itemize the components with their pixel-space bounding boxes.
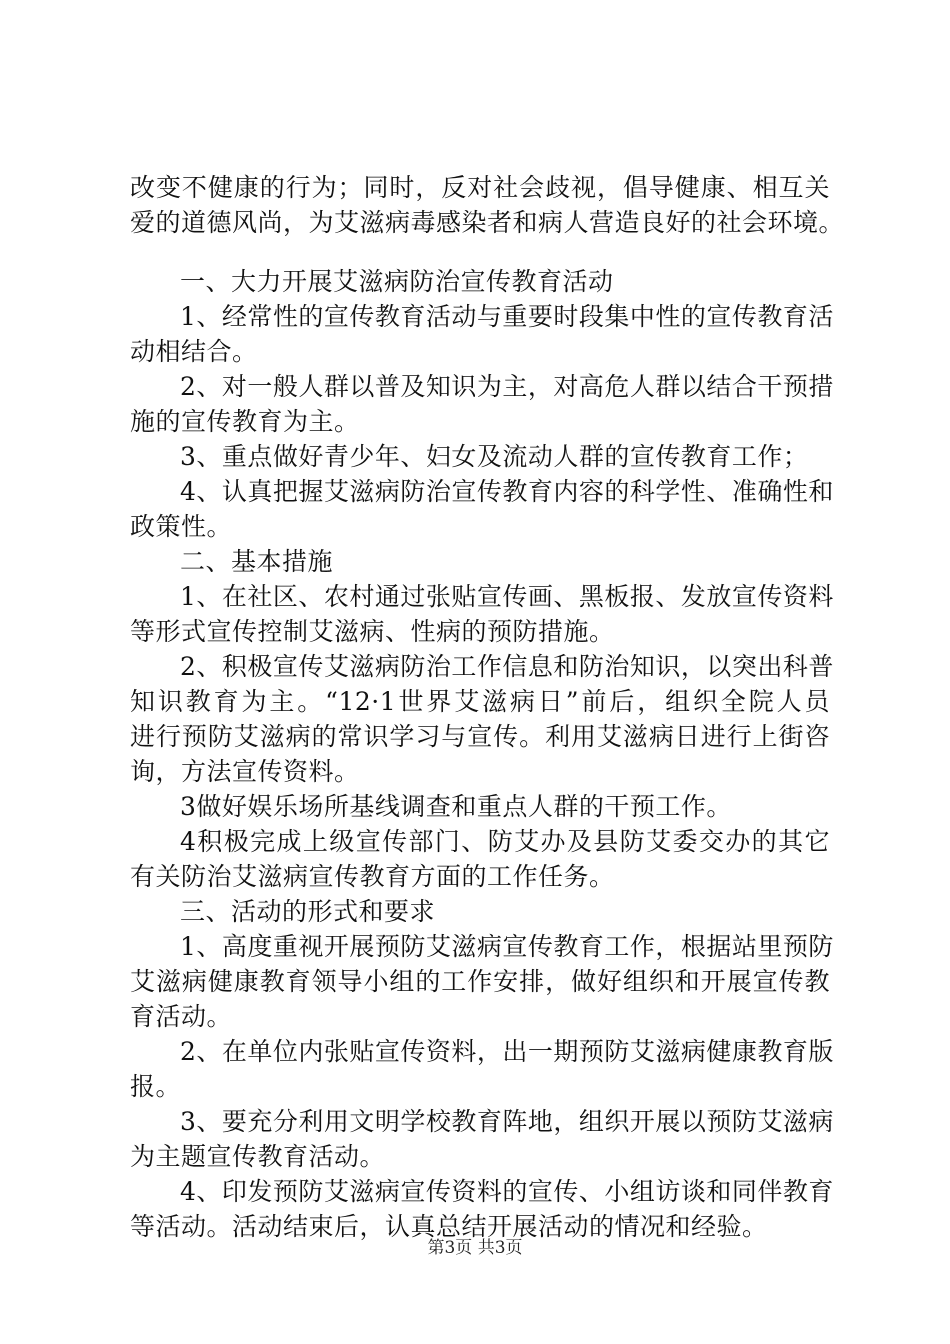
paragraph-line: 艾滋病健康教育领导小组的工作安排，做好组织和开展宣传教 <box>130 967 830 996</box>
paragraph-line: 3、要充分利用文明学校教育阵地，组织开展以预防艾滋病 <box>180 1107 834 1136</box>
paragraph-line: 2、对一般人群以普及知识为主，对高危人群以结合干预措 <box>180 372 834 401</box>
section-heading: 一、大力开展艾滋病防治宣传教育活动 <box>180 267 614 296</box>
paragraph-line: 有关防治艾滋病宣传教育方面的工作任务。 <box>130 862 615 891</box>
paragraph-line: 报。 <box>130 1072 182 1101</box>
paragraph-line: 3、重点做好青少年、妇女及流动人群的宣传教育工作； <box>180 442 809 471</box>
paragraph-line: 为主题宣传教育活动。 <box>130 1142 386 1171</box>
paragraph-line: 等形式宣传控制艾滋病、性病的预防措施。 <box>130 617 615 646</box>
paragraph-line: 进行预防艾滋病的常识学习与宣传。利用艾滋病日进行上街咨 <box>130 722 830 751</box>
page-number-footer: 第3页 共3页 <box>427 1238 523 1258</box>
paragraph-line: 1、经常性的宣传教育活动与重要时段集中性的宣传教育活 <box>180 302 834 331</box>
paragraph-line: 改变不健康的行为；同时，反对社会歧视，倡导健康、相互关 <box>130 173 830 202</box>
paragraph-line: 动相结合。 <box>130 337 258 366</box>
paragraph-gap <box>130 240 830 264</box>
paragraph-line: 1、高度重视开展预防艾滋病宣传教育工作，根据站里预防 <box>180 932 834 961</box>
paragraph-line: 4积极完成上级宣传部门、防艾办及县防艾委交办的其它 <box>180 827 830 856</box>
paragraph-line: 施的宣传教育为主。 <box>130 407 360 436</box>
section-heading: 二、基本措施 <box>180 547 334 576</box>
paragraph-line: 询，方法宣传资料。 <box>130 757 360 786</box>
paragraph-line: 政策性。 <box>130 512 233 541</box>
section-heading: 三、活动的形式和要求 <box>180 897 436 926</box>
paragraph-line: 知识教育为主。“12·1世界艾滋病日”前后，组织全院人员 <box>130 687 830 716</box>
paragraph-line: 4、认真把握艾滋病防治宣传教育内容的科学性、准确性和 <box>180 477 834 506</box>
paragraph-line: 等活动。活动结束后，认真总结开展活动的情况和经验。 <box>130 1212 768 1241</box>
paragraph-line: 爱的道德风尚，为艾滋病毒感染者和病人营造良好的社会环境。 <box>130 208 845 237</box>
paragraph-line: 育活动。 <box>130 1002 233 1031</box>
paragraph-line: 3做好娱乐场所基线调查和重点人群的干预工作。 <box>180 792 732 821</box>
paragraph-line: 2、在单位内张贴宣传资料，出一期预防艾滋病健康教育版 <box>180 1037 834 1066</box>
document-body <box>130 170 845 1244</box>
paragraph-line: 2、积极宣传艾滋病防治工作信息和防治知识，以突出科普 <box>180 652 834 681</box>
paragraph-line: 1、在社区、农村通过张贴宣传画、黑板报、发放宣传资料 <box>180 582 834 611</box>
paragraph-line: 4、印发预防艾滋病宣传资料的宣传、小组访谈和同伴教育 <box>180 1177 834 1206</box>
